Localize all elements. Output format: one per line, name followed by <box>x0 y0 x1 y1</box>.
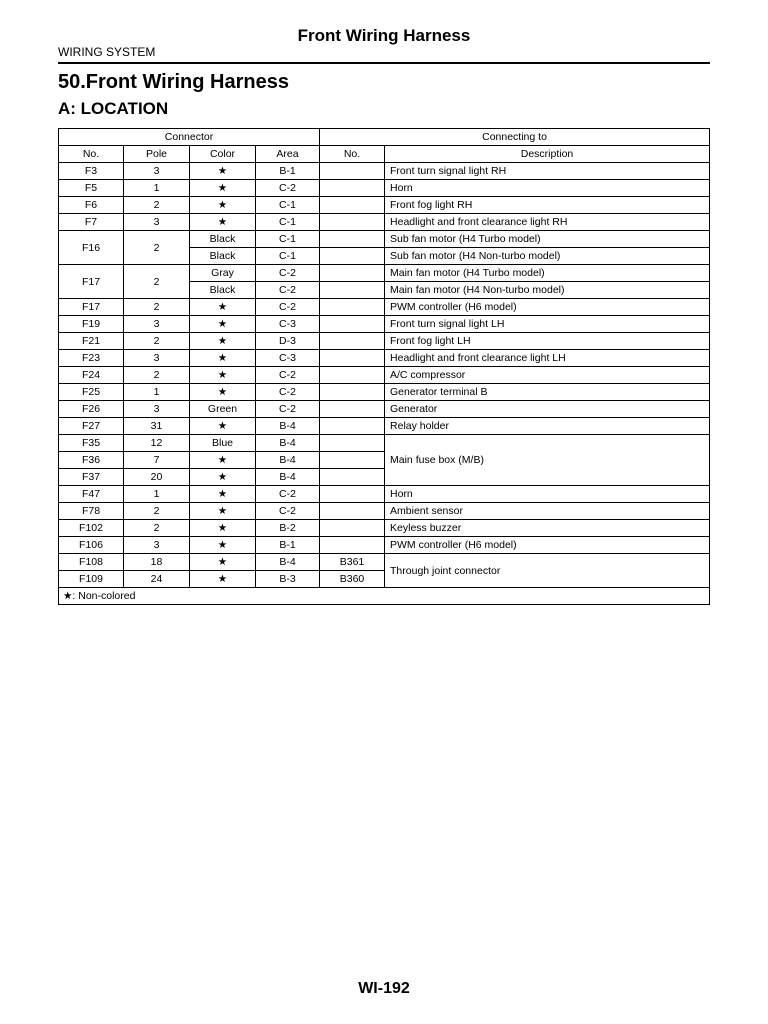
cell-pole: 2 <box>124 333 190 350</box>
page-heading: 50.Front Wiring Harness <box>58 71 289 93</box>
cell-color: ★ <box>190 316 256 333</box>
cell-color: ★ <box>190 197 256 214</box>
cell-pole: 3 <box>124 401 190 418</box>
cell-pole: 2 <box>124 503 190 520</box>
cell-area: C-2 <box>256 180 320 197</box>
cell-no: F7 <box>59 214 124 231</box>
cell-connecting-no <box>320 248 385 265</box>
cell-area: C-2 <box>256 299 320 316</box>
table-row <box>59 418 710 435</box>
cell-description: Front turn signal light RH <box>385 163 710 180</box>
table-row <box>59 554 710 571</box>
cell-color: ★ <box>190 469 256 486</box>
cell-area: C-3 <box>256 350 320 367</box>
cell-no: F35 <box>59 435 124 452</box>
cell-no: F19 <box>59 316 124 333</box>
section-label: WIRING SYSTEM <box>58 45 156 59</box>
cell-connecting-no <box>320 418 385 435</box>
cell-color: ★ <box>190 333 256 350</box>
cell-pole: 3 <box>124 163 190 180</box>
cell-description: Horn <box>385 486 710 503</box>
cell-no: F3 <box>59 163 124 180</box>
col-header-description: Description <box>385 146 710 163</box>
cell-color: Black <box>190 282 256 299</box>
cell-area: C-2 <box>256 486 320 503</box>
cell-pole: 1 <box>124 384 190 401</box>
col-header-pole: Pole <box>124 146 190 163</box>
cell-color: ★ <box>190 554 256 571</box>
cell-connecting-no <box>320 435 385 452</box>
table-row <box>59 367 710 384</box>
table-row <box>59 214 710 231</box>
cell-connecting-no <box>320 401 385 418</box>
cell-pole: 20 <box>124 469 190 486</box>
cell-pole: 7 <box>124 452 190 469</box>
cell-connecting-no <box>320 520 385 537</box>
table-column-header-row <box>59 146 710 163</box>
cell-color: ★ <box>190 163 256 180</box>
cell-area: C-2 <box>256 503 320 520</box>
cell-color: ★ <box>190 180 256 197</box>
cell-color: ★ <box>190 520 256 537</box>
col-header-connecting-no: No. <box>320 146 385 163</box>
table-row <box>59 316 710 333</box>
table-row <box>59 333 710 350</box>
cell-connecting-no <box>320 180 385 197</box>
cell-connecting-no <box>320 299 385 316</box>
cell-description: Main fan motor (H4 Turbo model) <box>385 265 710 282</box>
table-group-header-row <box>59 129 710 146</box>
cell-no: F109 <box>59 571 124 588</box>
cell-connecting-no <box>320 316 385 333</box>
cell-description: Headlight and front clearance light LH <box>385 350 710 367</box>
cell-description: Relay holder <box>385 418 710 435</box>
table-row <box>59 520 710 537</box>
cell-area: B-4 <box>256 452 320 469</box>
cell-connecting-no <box>320 333 385 350</box>
cell-color: Green <box>190 401 256 418</box>
cell-color: Black <box>190 231 256 248</box>
cell-no: F27 <box>59 418 124 435</box>
col-header-no: No. <box>59 146 124 163</box>
cell-area: C-2 <box>256 384 320 401</box>
group-header-connecting-to: Connecting to <box>320 129 710 146</box>
cell-no: F23 <box>59 350 124 367</box>
cell-connecting-no <box>320 503 385 520</box>
cell-pole: 18 <box>124 554 190 571</box>
cell-color: Black <box>190 248 256 265</box>
cell-no: F26 <box>59 401 124 418</box>
cell-description: Ambient sensor <box>385 503 710 520</box>
cell-connecting-no <box>320 231 385 248</box>
cell-connecting-no <box>320 367 385 384</box>
table-row <box>59 163 710 180</box>
cell-color: ★ <box>190 214 256 231</box>
header-divider <box>58 62 710 64</box>
cell-connecting-no <box>320 452 385 469</box>
cell-color: ★ <box>190 299 256 316</box>
cell-color: ★ <box>190 486 256 503</box>
cell-connecting-no <box>320 469 385 486</box>
cell-pole: 31 <box>124 418 190 435</box>
cell-no: F17 <box>59 265 124 299</box>
cell-connecting-no <box>320 197 385 214</box>
cell-area: B-4 <box>256 418 320 435</box>
cell-area: C-2 <box>256 282 320 299</box>
cell-area: B-2 <box>256 520 320 537</box>
cell-description: Headlight and front clearance light RH <box>385 214 710 231</box>
cell-description: Through joint connector <box>385 554 710 588</box>
cell-area: B-4 <box>256 435 320 452</box>
cell-connecting-no <box>320 350 385 367</box>
cell-description: PWM controller (H6 model) <box>385 299 710 316</box>
cell-color: ★ <box>190 367 256 384</box>
cell-no: F102 <box>59 520 124 537</box>
cell-no: F5 <box>59 180 124 197</box>
cell-area: D-3 <box>256 333 320 350</box>
cell-no: F6 <box>59 197 124 214</box>
cell-no: F108 <box>59 554 124 571</box>
cell-color: Blue <box>190 435 256 452</box>
table-row <box>59 197 710 214</box>
cell-no: F21 <box>59 333 124 350</box>
cell-color: ★ <box>190 350 256 367</box>
cell-area: B-3 <box>256 571 320 588</box>
cell-description: Keyless buzzer <box>385 520 710 537</box>
cell-description: Front fog light RH <box>385 197 710 214</box>
table-row <box>59 231 710 248</box>
cell-area: C-1 <box>256 197 320 214</box>
group-header-connector: Connector <box>59 129 320 146</box>
table-row <box>59 503 710 520</box>
cell-description: Main fan motor (H4 Non-turbo model) <box>385 282 710 299</box>
cell-pole: 1 <box>124 486 190 503</box>
cell-no: F24 <box>59 367 124 384</box>
cell-connecting-no <box>320 384 385 401</box>
cell-area: C-1 <box>256 214 320 231</box>
cell-pole: 2 <box>124 520 190 537</box>
cell-no: F17 <box>59 299 124 316</box>
cell-pole: 3 <box>124 214 190 231</box>
cell-connecting-no <box>320 282 385 299</box>
cell-description: A/C compressor <box>385 367 710 384</box>
cell-pole: 3 <box>124 350 190 367</box>
cell-color: ★ <box>190 571 256 588</box>
cell-pole: 2 <box>124 231 190 265</box>
cell-area: C-2 <box>256 265 320 282</box>
col-header-color: Color <box>190 146 256 163</box>
table-row <box>59 384 710 401</box>
cell-connecting-no: B360 <box>320 571 385 588</box>
cell-description: Sub fan motor (H4 Non-turbo model) <box>385 248 710 265</box>
sub-heading: A: LOCATION <box>58 99 169 118</box>
cell-description: Generator <box>385 401 710 418</box>
cell-connecting-no <box>320 163 385 180</box>
cell-no: F78 <box>59 503 124 520</box>
cell-area: C-1 <box>256 248 320 265</box>
cell-area: B-4 <box>256 469 320 486</box>
cell-no: F16 <box>59 231 124 265</box>
table-row <box>59 265 710 282</box>
cell-color: ★ <box>190 418 256 435</box>
cell-color: ★ <box>190 384 256 401</box>
cell-no: F106 <box>59 537 124 554</box>
cell-pole: 3 <box>124 537 190 554</box>
table-note: ★: Non-colored <box>59 588 710 605</box>
cell-pole: 12 <box>124 435 190 452</box>
header-title: Front Wiring Harness <box>297 26 471 45</box>
table-row <box>59 299 710 316</box>
table-row <box>59 537 710 554</box>
cell-description: Generator terminal B <box>385 384 710 401</box>
cell-description: Horn <box>385 180 710 197</box>
cell-no: F37 <box>59 469 124 486</box>
cell-color: ★ <box>190 452 256 469</box>
cell-connecting-no <box>320 265 385 282</box>
cell-color: ★ <box>190 537 256 554</box>
cell-area: C-3 <box>256 316 320 333</box>
cell-pole: 2 <box>124 367 190 384</box>
cell-area: B-1 <box>256 163 320 180</box>
page-number: WI-192 <box>358 980 410 997</box>
cell-pole: 24 <box>124 571 190 588</box>
table-row <box>59 435 710 452</box>
cell-connecting-no <box>320 486 385 503</box>
cell-pole: 2 <box>124 197 190 214</box>
cell-pole: 3 <box>124 316 190 333</box>
cell-pole: 2 <box>124 299 190 316</box>
cell-description: Front turn signal light LH <box>385 316 710 333</box>
cell-pole: 2 <box>124 265 190 299</box>
col-header-area: Area <box>256 146 320 163</box>
cell-area: C-2 <box>256 401 320 418</box>
cell-no: F36 <box>59 452 124 469</box>
table-row <box>59 350 710 367</box>
table-row <box>59 180 710 197</box>
cell-description: Front fog light LH <box>385 333 710 350</box>
table-note-row <box>59 588 710 605</box>
cell-description: Main fuse box (M/B) <box>385 435 710 486</box>
cell-area: B-1 <box>256 537 320 554</box>
table-row <box>59 486 710 503</box>
cell-pole: 1 <box>124 180 190 197</box>
cell-no: F47 <box>59 486 124 503</box>
cell-connecting-no <box>320 214 385 231</box>
cell-area: C-1 <box>256 231 320 248</box>
cell-area: C-2 <box>256 367 320 384</box>
cell-area: B-4 <box>256 554 320 571</box>
table-row <box>59 401 710 418</box>
cell-description: Sub fan motor (H4 Turbo model) <box>385 231 710 248</box>
cell-color: ★ <box>190 503 256 520</box>
cell-no: F25 <box>59 384 124 401</box>
cell-description: PWM controller (H6 model) <box>385 537 710 554</box>
cell-connecting-no <box>320 537 385 554</box>
cell-color: Gray <box>190 265 256 282</box>
connector-table <box>58 128 710 605</box>
cell-connecting-no: B361 <box>320 554 385 571</box>
